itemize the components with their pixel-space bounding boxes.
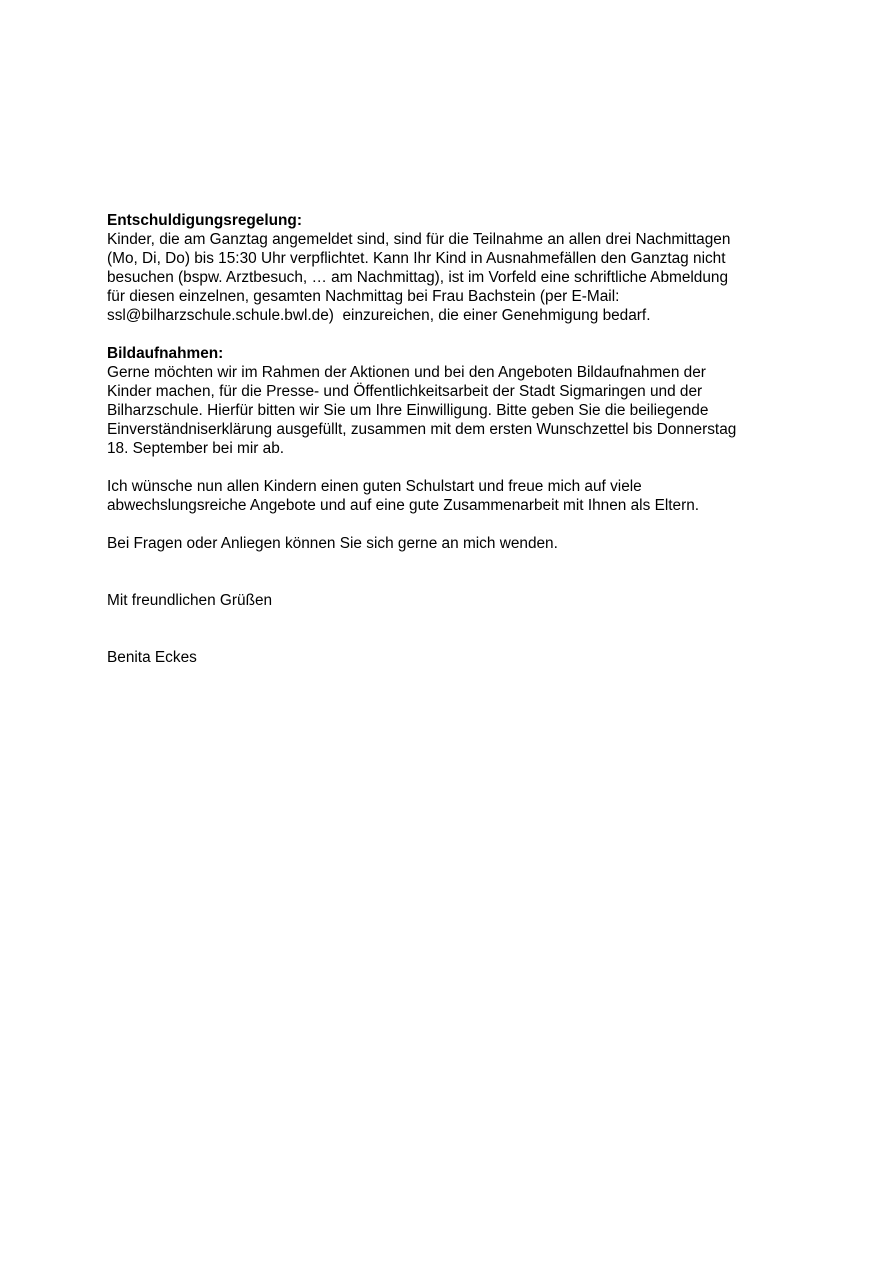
photo-line-2: Kinder machen, für die Presse- und Öffentlichkeitsarbeit der Stadt Sigmaringen und der xyxy=(107,383,703,400)
excuse-line-1: Kinder, die am Ganztag angemeldet sind, sind für die Teilnahme an allen drei Nachmittagen xyxy=(107,231,731,248)
excuse-section xyxy=(107,211,807,325)
excuse-line-2: (Mo, Di, Do) bis 15:30 Uhr verpflichtet. Kann Ihr Kind in Ausnahmefällen den Ganztag nicht xyxy=(107,250,726,267)
excuse-heading: Entschuldigungsregelung: xyxy=(107,212,302,229)
letter-body xyxy=(107,211,807,667)
closing-greeting: Mit freundlichen Grüßen xyxy=(107,592,273,609)
photo-line-3: Bilharzschule. Hierfür bitten wir Sie um Ihre Einwilligung. Bitte geben Sie die beiliegende xyxy=(107,402,709,419)
photo-line-5: 18. September bei mir ab. xyxy=(107,440,285,457)
wishes-line-2: abwechslungsreiche Angebote und auf eine gute Zusammenarbeit mit Ihnen als Eltern. xyxy=(107,497,700,514)
excuse-line-4: für diesen einzelnen, gesamten Nachmittag bei Frau Bachstein (per E-Mail: xyxy=(107,288,620,305)
wishes-paragraph xyxy=(107,477,807,515)
wishes-line-1: Ich wünsche nun allen Kindern einen guten Schulstart und freue mich auf viele xyxy=(107,478,642,495)
questions-paragraph: Bei Fragen oder Anliegen können Sie sich gerne an mich wenden. xyxy=(107,535,558,552)
photo-line-4: Einverständniserklärung ausgefüllt, zusammen mit dem ersten Wunschzettel bis Donnerstag xyxy=(107,421,737,438)
excuse-line-5: ssl@bilharzschule.schule.bwl.de) einzureichen, die einer Genehmigung bedarf. xyxy=(107,307,651,324)
photo-line-1: Gerne möchten wir im Rahmen der Aktionen und bei den Angeboten Bildaufnahmen der xyxy=(107,364,706,381)
signature-name: Benita Eckes xyxy=(107,649,197,666)
photo-heading: Bildaufnahmen: xyxy=(107,345,224,362)
excuse-line-3: besuchen (bspw. Arztbesuch, … am Nachmittag), ist im Vorfeld eine schriftliche Abmeldung xyxy=(107,269,729,286)
photo-section xyxy=(107,344,807,458)
